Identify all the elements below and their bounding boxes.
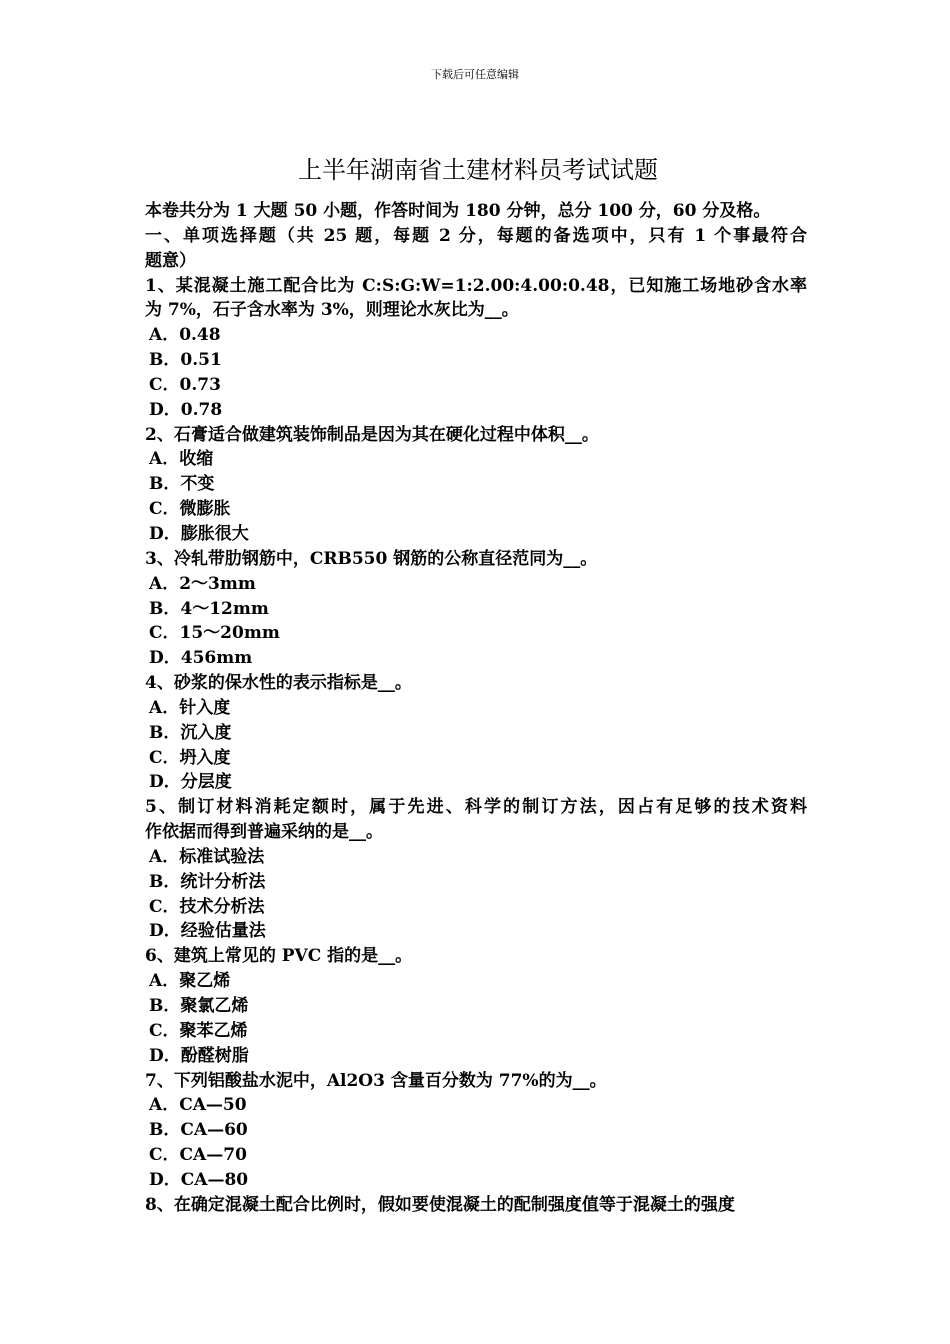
question-text: 5、制订材料消耗定额时，属于先进、科学的制订方法，因占有足够的技术资料 xyxy=(145,797,807,818)
question-text: 2、石膏适合做建筑装饰制品是因为其在硬化过程中体积__。 xyxy=(145,424,599,445)
answer-option: C．坍入度 xyxy=(149,747,231,768)
question-2 xyxy=(145,423,807,547)
question-5 xyxy=(145,795,807,944)
answer-option: A．CA—50 xyxy=(149,1095,247,1116)
answer-option: B．CA—60 xyxy=(149,1120,248,1141)
exam-content xyxy=(145,199,807,1218)
question-text: 3、冷轧带肋钢筋中，CRB550 钢筋的公称直径范同为__。 xyxy=(145,548,598,569)
question-6 xyxy=(145,944,807,1068)
answer-option: C．聚苯乙烯 xyxy=(149,1020,248,1041)
answer-option: A．2～3mm xyxy=(149,573,256,594)
answer-option: D．酚醛树脂 xyxy=(149,1045,249,1066)
document-title: 上半年湖南省土建材料员考试试题 xyxy=(298,156,658,184)
exam-intro: 本卷共分为 1 大题 50 小题，作答时间为 180 分钟，总分 100 分，60 分及格。 xyxy=(145,201,771,221)
question-text: 1、某混凝土施工配合比为 C:S:G:W=1:2.00:4.00:0.48，已知施工场地砂含水率 xyxy=(145,275,807,296)
page-header-note: 下载后可任意编辑 xyxy=(431,68,519,81)
answer-option: C．0.73 xyxy=(149,374,221,395)
answer-option: A．聚乙烯 xyxy=(149,971,231,992)
answer-option: B．聚氯乙烯 xyxy=(149,996,249,1016)
question-text: 4、砂浆的保水性的表示指标是__。 xyxy=(145,673,412,694)
question-7 xyxy=(145,1069,807,1193)
answer-option: B．4～12mm xyxy=(149,598,269,619)
answer-option: C．微膨胀 xyxy=(149,499,231,520)
section-heading: 一、单项选择题（共 25 题，每题 2 分，每题的备选项中，只有 1 个事最符合 xyxy=(145,225,807,246)
question-text: 8、在确定混凝土配合比例时，假如要使混凝土的配制强度值等于混凝土的强度 xyxy=(145,1194,735,1215)
question-list xyxy=(145,274,807,1218)
answer-option: D．经验估量法 xyxy=(149,921,266,942)
answer-option: D．456mm xyxy=(149,648,253,669)
answer-option: D．膨胀很大 xyxy=(149,523,249,544)
answer-option: C．15～20mm xyxy=(149,623,280,644)
answer-option: B．统计分析法 xyxy=(149,871,266,892)
answer-option: D．0.78 xyxy=(149,399,223,420)
question-text: 作依据而得到普遍采纳的是__。 xyxy=(145,822,383,843)
answer-option: A．标准试验法 xyxy=(149,846,265,867)
answer-option: A．针入度 xyxy=(149,697,231,718)
answer-option: D．CA—80 xyxy=(149,1169,249,1190)
answer-option: B．0.51 xyxy=(149,350,222,371)
question-1 xyxy=(145,274,807,423)
section-heading-continued: 题意） xyxy=(145,250,196,271)
question-4 xyxy=(145,671,807,795)
answer-option: D．分层度 xyxy=(149,772,232,793)
answer-option: C．CA—70 xyxy=(149,1145,247,1166)
question-text: 6、建筑上常见的 PVC 指的是__。 xyxy=(145,946,413,967)
answer-option: B．不变 xyxy=(149,474,215,495)
question-8 xyxy=(145,1193,807,1218)
answer-option: C．技术分析法 xyxy=(149,896,265,917)
question-3 xyxy=(145,547,807,671)
question-text: 为 7%，石子含水率为 3%，则理论水灰比为__。 xyxy=(145,300,519,321)
answer-option: A．0.48 xyxy=(149,325,221,346)
answer-option: B．沉入度 xyxy=(149,722,232,743)
question-text: 7、下列铝酸盐水泥中，Al2O3 含量百分数为 77%的为__。 xyxy=(145,1070,607,1091)
answer-option: A．收缩 xyxy=(149,449,214,470)
